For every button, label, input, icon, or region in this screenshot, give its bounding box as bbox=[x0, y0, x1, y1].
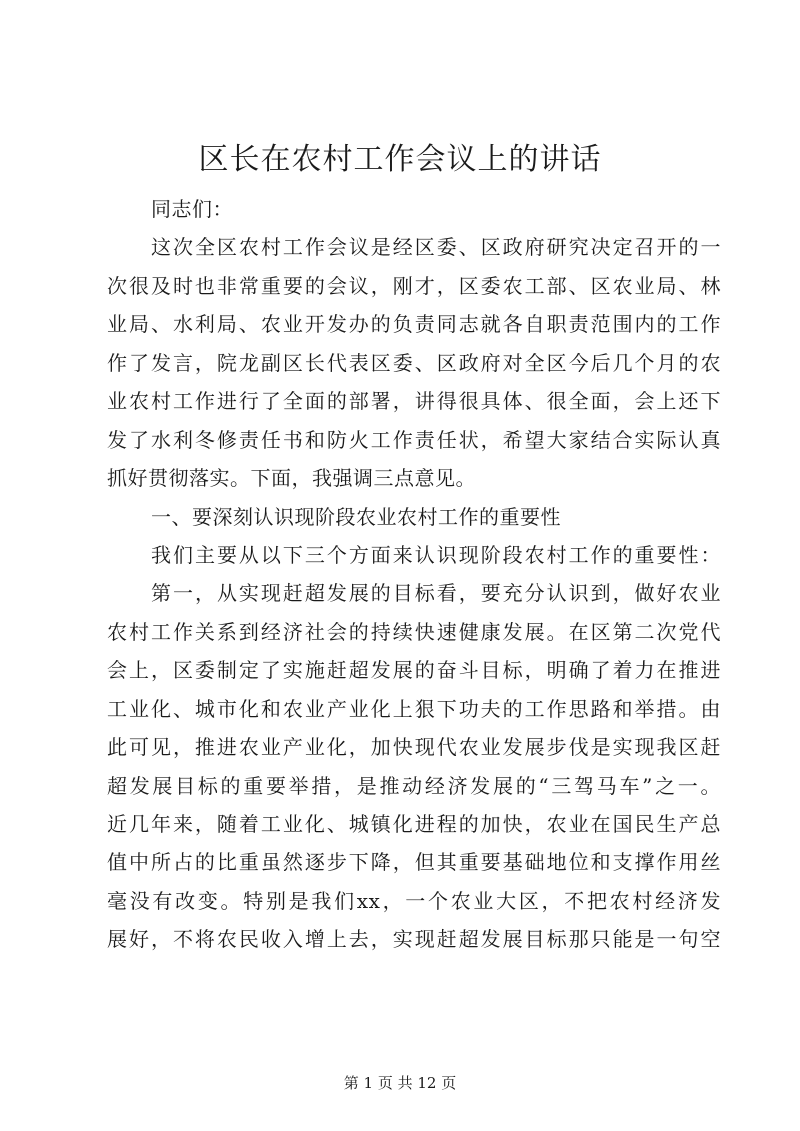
text-line: 一、要深刻认识现阶段农业农村工作的重要性 bbox=[151, 504, 561, 529]
document-title: 区长在农村工作会议上的讲话 bbox=[198, 142, 602, 177]
text-line: 农村工作关系到经济社会的持续快速健康发展。在区第二次党代 bbox=[107, 619, 721, 644]
text-line: 值中所占的比重虽然逐步下降，但其重要基础地位和支撑作用丝 bbox=[107, 850, 721, 875]
text-line: 业局、水利局、农业开发办的负责同志就各自职责范围内的工作 bbox=[107, 312, 721, 337]
text-line: 此可见，推进农业产业化，加快现代农业发展步伐是实现我区赶 bbox=[107, 735, 721, 760]
text-line: 这次全区农村工作会议是经区委、区政府研究决定召开的一 bbox=[151, 235, 721, 260]
text-line: 作了发言，院龙副区长代表区委、区政府对全区今后几个月的农 bbox=[107, 350, 721, 375]
text-line: 第一，从实现赶超发展的目标看，要充分认识到，做好农业 bbox=[151, 581, 721, 606]
text-line: 近几年来，随着工业化、城镇化进程的加快，农业在国民生产总 bbox=[107, 812, 721, 836]
document-body bbox=[107, 190, 721, 959]
text-line: 展好，不将农民收入增上去，实现赶超发展目标那只能是一句空 bbox=[107, 927, 721, 952]
text-line: 工业化、城市化和农业产业化上狠下功夫的工作思路和举措。由 bbox=[107, 696, 721, 721]
text-line: 次很及时也非常重要的会议，刚才，区委农工部、区农业局、林 bbox=[107, 273, 721, 298]
text-line: 会上，区委制定了实施赶超发展的奋斗目标，明确了着力在推进 bbox=[107, 658, 721, 683]
page-footer: 第 1 页 共 12 页 bbox=[343, 1074, 457, 1092]
text-line: 业农村工作进行了全面的部署，讲得很具体、很全面，会上还下 bbox=[107, 389, 721, 414]
text-line: 我们主要从以下三个方面来认识现阶段农村工作的重要性： bbox=[151, 542, 721, 567]
text-line: 超发展目标的重要举措，是推动经济发展的“三驾马车”之一。 bbox=[107, 773, 721, 798]
text-line: 毫没有改变。特别是我们xx，一个农业大区，不把农村经济发 bbox=[107, 888, 721, 913]
text-line: 抓好贯彻落实。下面，我强调三点意见。 bbox=[107, 466, 476, 491]
text-line: 同志们： bbox=[151, 197, 233, 221]
text-line: 发了水利冬修责任书和防火工作责任状，希望大家结合实际认真 bbox=[107, 427, 721, 452]
